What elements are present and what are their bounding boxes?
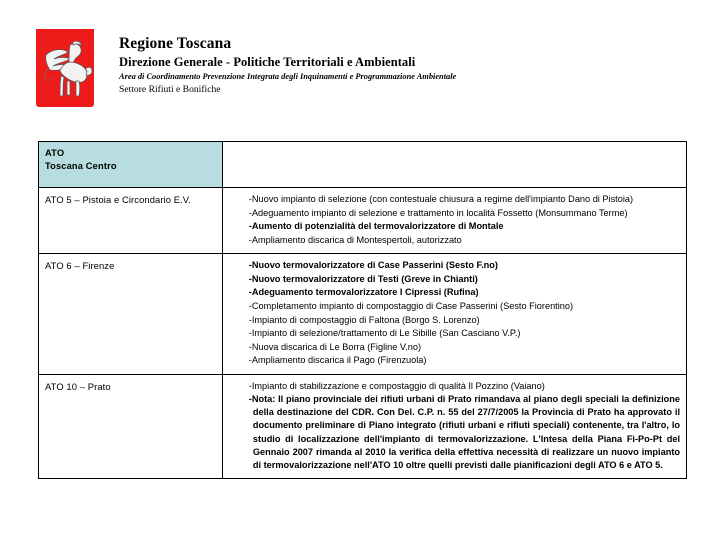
- organization-name: Regione Toscana: [119, 35, 232, 52]
- measure-item: -Ampliamento discarica di Montespertoli, autorizzato: [248, 234, 462, 245]
- ato-measures-cell: [223, 374, 687, 478]
- department-name: Direzione Generale - Politiche Territoriali e Ambientali: [119, 54, 416, 69]
- measure-item: -Ampliamento discarica il Pago (Firenzuola): [248, 355, 427, 366]
- table-header-cell-ato: [39, 142, 223, 188]
- sector-name: Settore Rifiuti e Bonifiche: [119, 84, 221, 96]
- table-header-cell-empty: [223, 142, 687, 188]
- measure-item: -Adeguamento impianto di selezione e trattamento in località Fossetto (Monsummano Terme): [248, 207, 628, 218]
- measure-item: -Nota: Il piano provinciale dei rifiuti urbani di Prato rimandava al piano degli speciali la definizione della destinazione del CDR. Con Del. C.P. n. 55 del 27/7/2005 la Provincia di Prato ha approvato il documento preliminare di Piano integrato (rifiuti urbani e rifiuti speciali) contenente, tra l'altro, lo studio di localizzazione dell'impianto di termovalorizzazione. L'Intesa della Piana Fi-Po-Pt del Gennaio 2007 rimanda al 2010 la verifica della effettiva necessità di realizzare un nuovo impianto di termovalorizzazione nell'ATO 10 oltre quelli previsti dalle pianificazioni degli ATO 6 e ATO 5.: [248, 394, 680, 470]
- measures-list: [229, 259, 680, 367]
- measure-item: -Nuova discarica di Le Borra (Figline V.no): [248, 341, 422, 352]
- table-header-line2: Toscana Centro: [45, 161, 117, 172]
- table-row: [39, 374, 687, 478]
- measure-item: -Impianto di compostaggio di Faltona (Borgo S. Lorenzo): [248, 314, 480, 325]
- measure-item: -Nuovo termovalorizzatore di Testi (Greve in Chianti): [248, 273, 478, 284]
- table-row: [39, 188, 687, 254]
- measure-item: -Impianto di stabilizzazione e compostaggio di qualità Il Pozzino (Vaiano): [248, 380, 545, 391]
- ato-label-cell: ATO 5 – Pistoia e Circondario E.V.: [39, 188, 223, 254]
- letterhead: [36, 29, 656, 117]
- letterhead-text-block: [119, 29, 456, 97]
- ato-measures-cell: [223, 188, 687, 254]
- ato-measures-cell: [223, 254, 687, 375]
- measure-item: -Nuovo termovalorizzatore di Case Passerini (Sesto F.no): [248, 260, 498, 271]
- table-row: [39, 254, 687, 375]
- ato-label-cell: ATO 10 – Prato: [39, 374, 223, 478]
- regione-toscana-crest-icon: [36, 29, 94, 107]
- measure-item: -Aumento di potenzialità del termovalorizzatore di Montale: [248, 221, 504, 232]
- measure-item: -Adeguamento termovalorizzatore I Cipressi (Rufina): [248, 287, 479, 298]
- measures-list: [229, 193, 680, 247]
- ato-label-cell: ATO 6 – Firenze: [39, 254, 223, 375]
- measure-item: -Nuovo impianto di selezione (con contestuale chiusura a regime dell'impianto Dano di Pistoia): [248, 194, 634, 204]
- table-header-row: [39, 142, 687, 188]
- coordination-area-name: Area di Coordinamento Prevenzione Integrata degli Inquinamenti e Programmazione Ambientale: [119, 72, 457, 82]
- table-header-line1: ATO: [45, 148, 65, 158]
- ato-toscana-centro-table: [38, 141, 687, 479]
- measure-item: -Completamento impianto di compostaggio di Case Passerini (Sesto Fiorentino): [248, 300, 574, 311]
- measures-list: [229, 380, 680, 472]
- measure-item: -Impianto di selezione/trattamento di Le Sibille (San Casciano V.P.): [248, 328, 521, 339]
